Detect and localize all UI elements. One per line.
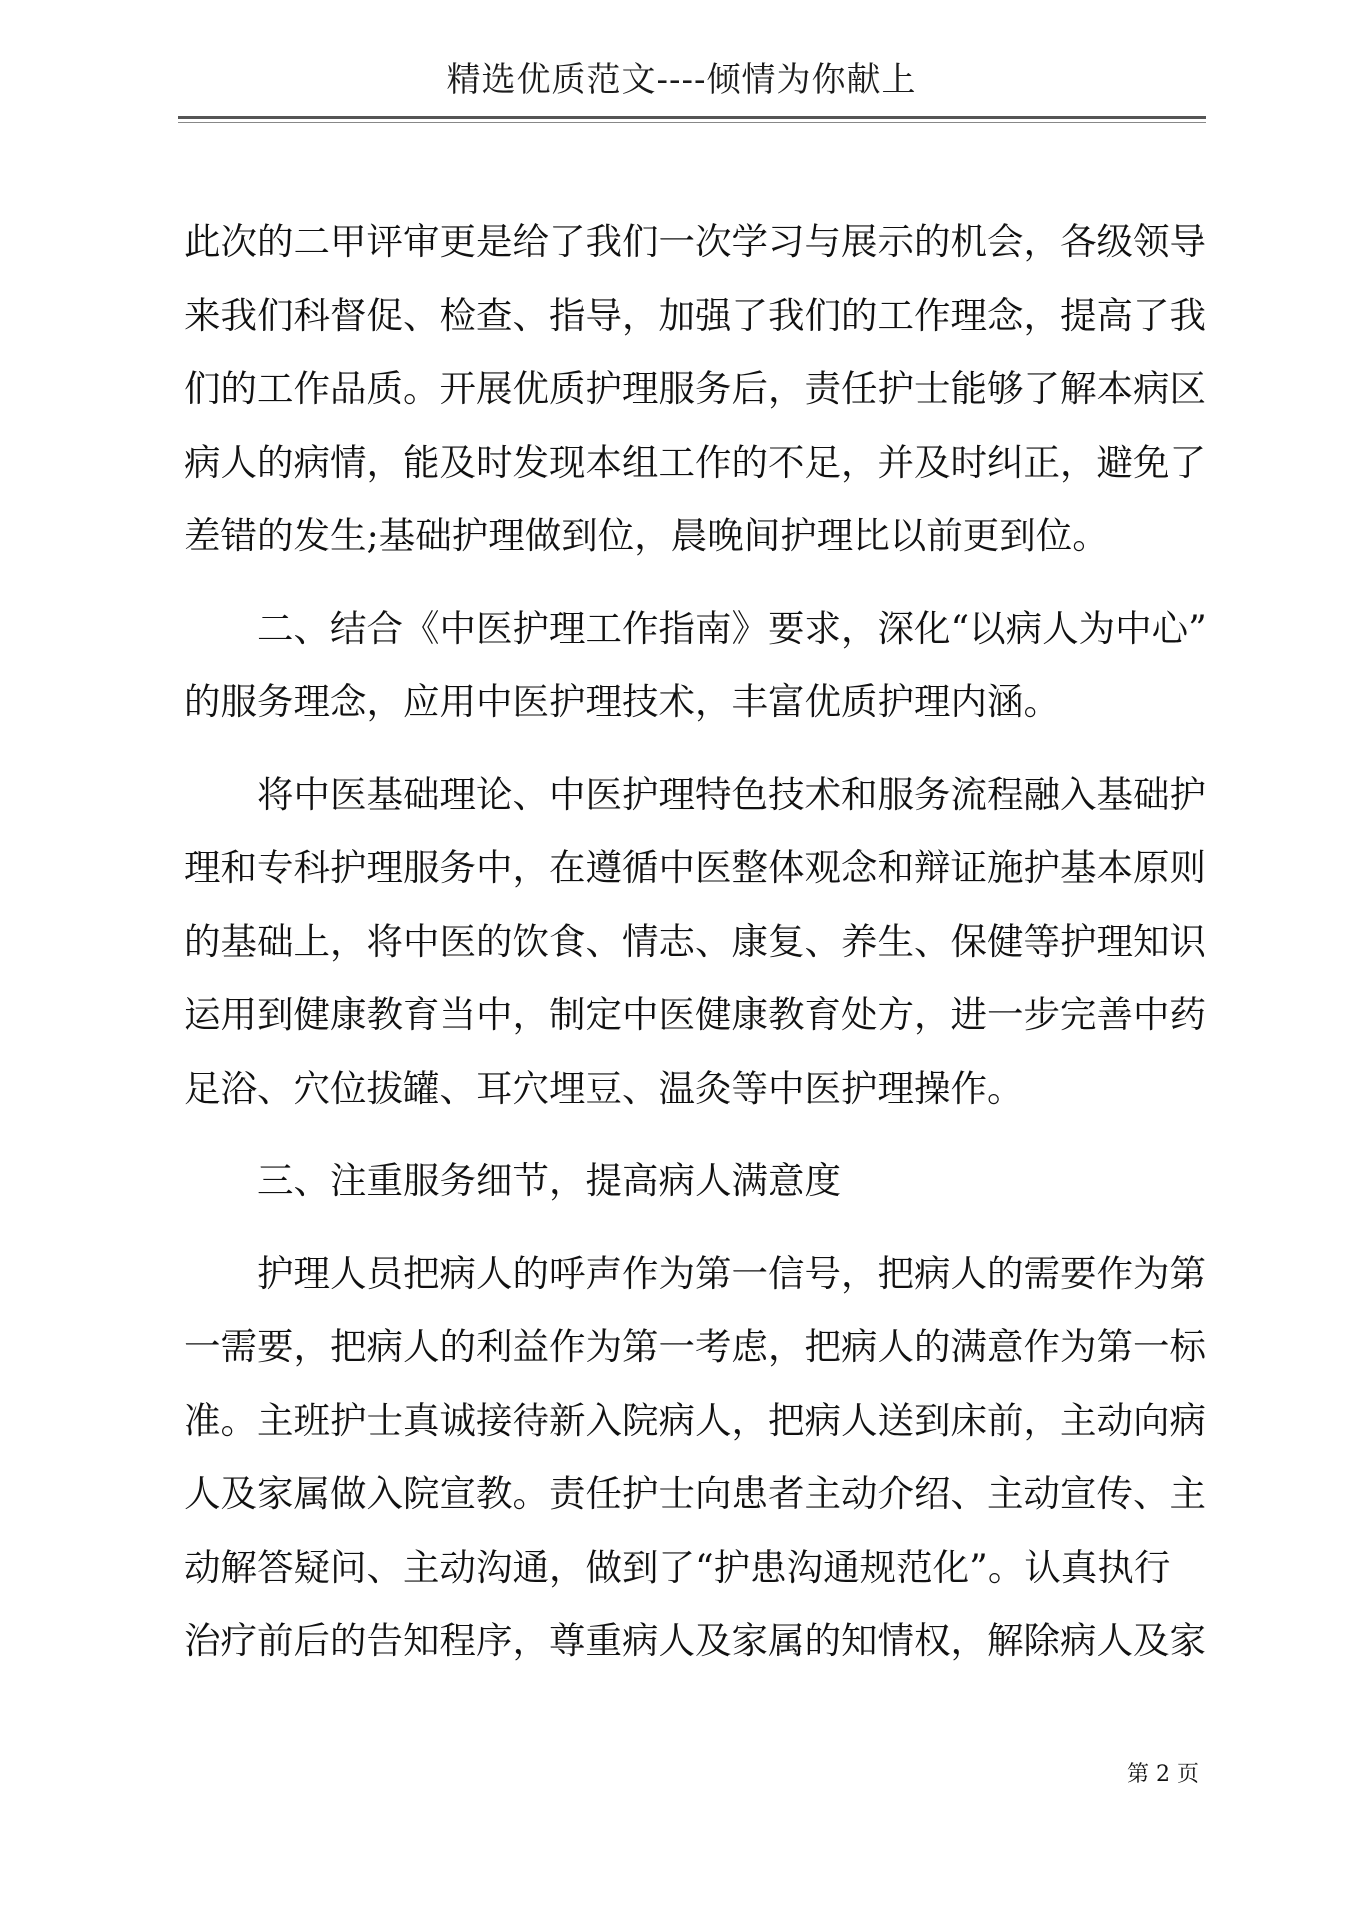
paragraph-line: 此次的二甲评审更是给了我们一次学习与展示的机会，各级领导: [184, 220, 1206, 263]
page-number: 第 2 页: [1127, 1762, 1199, 1787]
paragraph-line: 动解答疑问、主动沟通，做到了“护患沟通规范化”。认真执行: [184, 1545, 1171, 1589]
body-paragraph: [184, 1144, 1204, 1218]
paragraph-line: 来我们科督促、检查、指导，加强了我们的工作理念，提高了我: [184, 293, 1206, 337]
header-divider-thin: [178, 122, 1206, 123]
paragraph-line: 的服务理念，应用中医护理技术，丰富优质护理内涵。: [184, 680, 1060, 723]
paragraph-line: 差错的发生;基础护理做到位，晨晚间护理比以前更到位。: [184, 514, 1109, 557]
page-header-title: 精选优质范文----倾情为你献上: [446, 60, 917, 100]
paragraph-line: 运用到健康教育当中，制定中医健康教育处方，进一步完善中药: [184, 993, 1206, 1036]
paragraph-line: 治疗前后的告知程序，尊重病人及家属的知情权，解除病人及家: [184, 1619, 1206, 1662]
paragraph-line: 理和专科护理服务中，在遵循中医整体观念和辩证施护基本原则: [184, 846, 1206, 889]
document-body: [184, 205, 1207, 1697]
paragraph-line: 护理人员把病人的呼声作为第一信号，把病人的需要作为第: [257, 1251, 1206, 1295]
header-divider: [178, 116, 1206, 119]
body-paragraph: [184, 592, 1207, 739]
paragraph-line: 二、结合《中医护理工作指南》要求，深化“以病人为中心”: [257, 606, 1207, 650]
paragraph-line: 们的工作品质。开展优质护理服务后，责任护士能够了解本病区: [184, 367, 1206, 410]
paragraph-line: 人及家属做入院宣教。责任护士向患者主动介绍、主动宣传、主: [184, 1472, 1206, 1515]
paragraph-line: 准。主班护士真诚接待新入院病人，把病人送到床前，主动向病: [184, 1398, 1206, 1442]
body-paragraph: [184, 205, 1204, 573]
paragraph-line: 三、注重服务细节，提高病人满意度: [257, 1159, 841, 1202]
paragraph-line: 一需要，把病人的利益作为第一考虑，把病人的满意作为第一标: [184, 1325, 1206, 1368]
paragraph-line: 病人的病情，能及时发现本组工作的不足，并及时纠正，避免了: [184, 440, 1206, 484]
paragraph-line: 足浴、穴位拔罐、耳穴埋豆、温灸等中医护理操作。: [184, 1066, 1024, 1110]
paragraph-line: 的基础上，将中医的饮食、情志、康复、养生、保健等护理知识: [184, 919, 1206, 963]
body-paragraph: [184, 758, 1204, 1126]
paragraph-line: 将中医基础理论、中医护理特色技术和服务流程融入基础护: [257, 772, 1206, 816]
body-paragraph: [184, 1237, 1204, 1678]
